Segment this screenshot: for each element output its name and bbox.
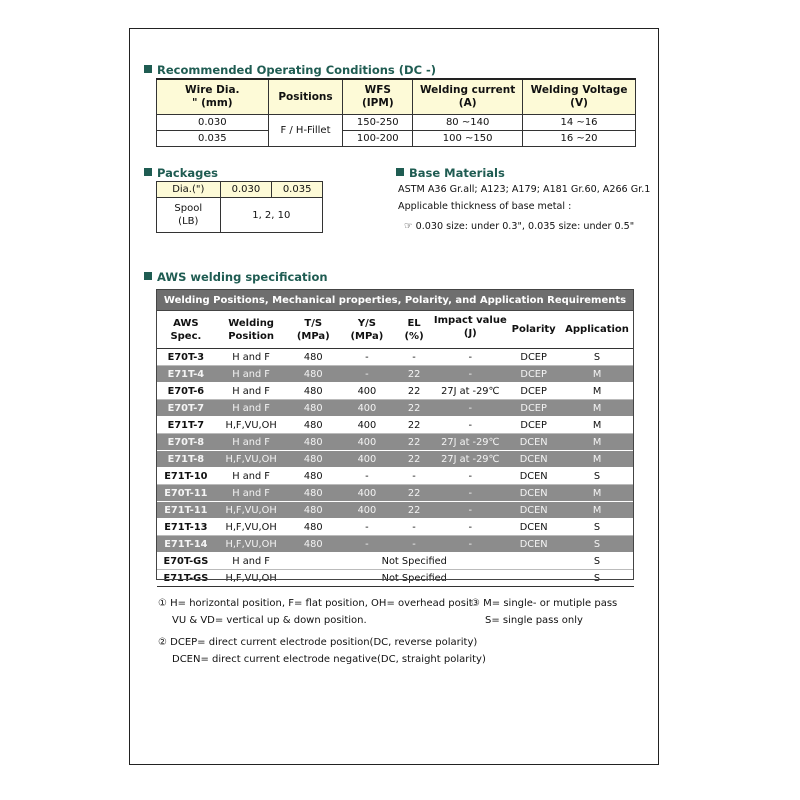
cell-impact: - bbox=[434, 417, 507, 434]
cell-ts: 480 bbox=[287, 400, 340, 417]
square-bullet-icon bbox=[144, 168, 152, 176]
cell-application: M bbox=[561, 366, 634, 383]
cell-voltage: 16 ~20 bbox=[523, 131, 636, 147]
cell-ts: 480 bbox=[287, 349, 340, 366]
cell-ys: - bbox=[340, 519, 395, 536]
cell-ts: 480 bbox=[287, 536, 340, 553]
cell-spec: E71T-14 bbox=[157, 536, 216, 553]
cell-ys: - bbox=[340, 468, 395, 485]
cell-application: M bbox=[561, 383, 634, 400]
cell-dia-label: Dia.(") bbox=[157, 182, 221, 198]
header-wire-dia: Wire Dia. " (mm) bbox=[157, 79, 269, 115]
cell-not-specified: Not Specified bbox=[340, 570, 507, 587]
cell-spec: E71T-7 bbox=[157, 417, 216, 434]
header-wfs: WFS (IPM) bbox=[343, 79, 413, 115]
cell-impact: 27J at -29℃ bbox=[434, 383, 507, 400]
header-impact: Impact value (J) bbox=[434, 311, 507, 349]
cell-impact: - bbox=[434, 485, 507, 502]
cell-impact: 27J at -29℃ bbox=[434, 451, 507, 468]
cell-el: 22 bbox=[394, 451, 434, 468]
cell-polarity: DCEN bbox=[507, 451, 561, 468]
square-bullet-icon bbox=[144, 272, 152, 280]
cell-dia-1: 0.030 bbox=[220, 182, 272, 198]
cell-position: H and F bbox=[215, 366, 287, 383]
cell-impact: - bbox=[434, 400, 507, 417]
cell-empty bbox=[287, 553, 340, 570]
cell-ts: 480 bbox=[287, 383, 340, 400]
note-3-single: S= single pass only bbox=[485, 615, 583, 626]
cell-ts: 480 bbox=[287, 468, 340, 485]
cell-application: S bbox=[561, 570, 634, 587]
cell-ys: 400 bbox=[340, 485, 395, 502]
table-row bbox=[157, 434, 634, 451]
cell-application: M bbox=[561, 434, 634, 451]
cell-impact: - bbox=[434, 502, 507, 519]
base-thickness-label: Applicable thickness of base metal : bbox=[398, 201, 572, 212]
cell-spec: E71T-8 bbox=[157, 451, 216, 468]
aws-spec-table bbox=[156, 289, 634, 587]
cell-application: M bbox=[561, 502, 634, 519]
square-bullet-icon bbox=[144, 65, 152, 73]
header-aws-spec: AWS Spec. bbox=[157, 311, 216, 349]
cell-empty bbox=[507, 553, 561, 570]
cell-polarity: DCEN bbox=[507, 485, 561, 502]
cell-ts: 480 bbox=[287, 485, 340, 502]
header-positions: Positions bbox=[268, 79, 343, 115]
table-row bbox=[157, 468, 634, 485]
cell-ts: 480 bbox=[287, 417, 340, 434]
cell-spec: E71T-13 bbox=[157, 519, 216, 536]
cell-polarity: DCEN bbox=[507, 502, 561, 519]
cell-empty bbox=[287, 570, 340, 587]
cell-spec: E70T-11 bbox=[157, 485, 216, 502]
cell-polarity: DCEP bbox=[507, 417, 561, 434]
cell-position: H and F bbox=[215, 400, 287, 417]
table-row bbox=[157, 366, 634, 383]
note-2-dcen: DCEN= direct current electrode negative(DC, straight polarity) bbox=[172, 654, 486, 665]
cell-application: M bbox=[561, 417, 634, 434]
header-polarity: Polarity bbox=[507, 311, 561, 349]
cell-polarity: DCEN bbox=[507, 468, 561, 485]
cell-el: 22 bbox=[394, 400, 434, 417]
cell-ys: - bbox=[340, 536, 395, 553]
table-row bbox=[157, 115, 636, 131]
header-application: Application bbox=[561, 311, 634, 349]
cell-application: S bbox=[561, 536, 634, 553]
cell-position: H and F bbox=[215, 383, 287, 400]
cell-ys: 400 bbox=[340, 451, 395, 468]
cell-current: 100 ~150 bbox=[413, 131, 523, 147]
cell-polarity: DCEN bbox=[507, 519, 561, 536]
cell-el: 22 bbox=[394, 383, 434, 400]
header-ts: T/S (MPa) bbox=[287, 311, 340, 349]
cell-position: H and F bbox=[215, 468, 287, 485]
cell-positions: F / H-Fillet bbox=[268, 115, 343, 147]
header-welding-voltage: Welding Voltage (V) bbox=[523, 79, 636, 115]
section-title-operating-conditions: Recommended Operating Conditions (DC -) bbox=[144, 63, 436, 77]
cell-el: 22 bbox=[394, 502, 434, 519]
note-1-positions: ① H= horizontal position, F= flat position, OH= overhead posit bbox=[158, 598, 473, 609]
cell-spool-label: Spool (LB) bbox=[157, 198, 221, 233]
table-row bbox=[157, 400, 634, 417]
cell-ys: - bbox=[340, 366, 395, 383]
cell-spec: E71T-GS bbox=[157, 570, 216, 587]
operating-conditions-table bbox=[156, 78, 636, 147]
cell-dia: 0.030 bbox=[157, 115, 269, 131]
cell-ys: 400 bbox=[340, 383, 395, 400]
header-welding-current: Welding current (A) bbox=[413, 79, 523, 115]
cell-impact: 27J at -29℃ bbox=[434, 434, 507, 451]
cell-ys: 400 bbox=[340, 417, 395, 434]
cell-impact: - bbox=[434, 536, 507, 553]
cell-spec: E70T-6 bbox=[157, 383, 216, 400]
cell-ys: 400 bbox=[340, 434, 395, 451]
table-row bbox=[157, 198, 323, 233]
cell-ys: - bbox=[340, 349, 395, 366]
note-3-application: ③ M= single- or mutiple pass bbox=[471, 598, 618, 609]
cell-el: 22 bbox=[394, 434, 434, 451]
table-band-title: Welding Positions, Mechanical properties, Polarity, and Application Requirements bbox=[157, 290, 634, 311]
square-bullet-icon bbox=[396, 168, 404, 176]
cell-polarity: DCEN bbox=[507, 434, 561, 451]
section-title-packages: Packages bbox=[144, 166, 218, 180]
cell-application: M bbox=[561, 485, 634, 502]
table-row bbox=[157, 553, 634, 570]
cell-polarity: DCEP bbox=[507, 366, 561, 383]
aws-table-body bbox=[157, 349, 634, 587]
cell-application: S bbox=[561, 468, 634, 485]
table-row bbox=[157, 131, 636, 147]
cell-el: 22 bbox=[394, 485, 434, 502]
cell-position: H,F,VU,OH bbox=[215, 502, 287, 519]
cell-position: H and F bbox=[215, 553, 287, 570]
note-2-dcep: ② DCEP= direct current electrode position(DC, reverse polarity) bbox=[158, 637, 478, 648]
cell-position: H and F bbox=[215, 485, 287, 502]
packages-table bbox=[156, 181, 323, 233]
cell-position: H,F,VU,OH bbox=[215, 536, 287, 553]
table-band-row bbox=[157, 290, 634, 311]
cell-ts: 480 bbox=[287, 519, 340, 536]
cell-not-specified: Not Specified bbox=[340, 553, 507, 570]
cell-application: S bbox=[561, 553, 634, 570]
cell-el: - bbox=[394, 468, 434, 485]
cell-polarity: DCEP bbox=[507, 349, 561, 366]
cell-polarity: DCEP bbox=[507, 383, 561, 400]
table-header-row bbox=[157, 311, 634, 349]
cell-application: M bbox=[561, 451, 634, 468]
cell-application: M bbox=[561, 400, 634, 417]
cell-ts: 480 bbox=[287, 434, 340, 451]
header-welding-position: Welding Position bbox=[215, 311, 287, 349]
cell-impact: - bbox=[434, 366, 507, 383]
cell-ys: 400 bbox=[340, 400, 395, 417]
cell-ts: 480 bbox=[287, 451, 340, 468]
cell-spec: E70T-7 bbox=[157, 400, 216, 417]
cell-ts: 480 bbox=[287, 366, 340, 383]
table-row bbox=[157, 570, 634, 587]
cell-application: S bbox=[561, 349, 634, 366]
cell-el: - bbox=[394, 349, 434, 366]
datasheet-page bbox=[129, 28, 659, 765]
cell-position: H,F,VU,OH bbox=[215, 451, 287, 468]
table-row bbox=[157, 383, 634, 400]
table-row bbox=[157, 182, 323, 198]
section-title-base-materials: Base Materials bbox=[396, 166, 505, 180]
table-row bbox=[157, 349, 634, 366]
cell-ys: 400 bbox=[340, 502, 395, 519]
table-row bbox=[157, 502, 634, 519]
cell-voltage: 14 ~16 bbox=[523, 115, 636, 131]
cell-position: H,F,VU,OH bbox=[215, 417, 287, 434]
cell-spec: E71T-4 bbox=[157, 366, 216, 383]
cell-impact: - bbox=[434, 349, 507, 366]
header-ys: Y/S (MPa) bbox=[340, 311, 395, 349]
cell-application: S bbox=[561, 519, 634, 536]
cell-position: H,F,VU,OH bbox=[215, 570, 287, 587]
cell-dia: 0.035 bbox=[157, 131, 269, 147]
table-row bbox=[157, 519, 634, 536]
table-row bbox=[157, 417, 634, 434]
cell-wfs: 100-200 bbox=[343, 131, 413, 147]
cell-wfs: 150-250 bbox=[343, 115, 413, 131]
base-thickness-values: ☞ 0.030 size: under 0.3", 0.035 size: under 0.5" bbox=[404, 221, 635, 232]
table-row bbox=[157, 485, 634, 502]
cell-position: H and F bbox=[215, 434, 287, 451]
cell-polarity: DCEN bbox=[507, 536, 561, 553]
table-row bbox=[157, 451, 634, 468]
cell-ts: 480 bbox=[287, 502, 340, 519]
cell-spec: E70T-8 bbox=[157, 434, 216, 451]
cell-impact: - bbox=[434, 468, 507, 485]
cell-el: - bbox=[394, 519, 434, 536]
cell-dia-2: 0.035 bbox=[272, 182, 323, 198]
table-row bbox=[157, 536, 634, 553]
cell-position: H and F bbox=[215, 349, 287, 366]
cell-current: 80 ~140 bbox=[413, 115, 523, 131]
cell-el: 22 bbox=[394, 366, 434, 383]
cell-impact: - bbox=[434, 519, 507, 536]
cell-spec: E70T-3 bbox=[157, 349, 216, 366]
cell-polarity: DCEP bbox=[507, 400, 561, 417]
cell-spool-values: 1, 2, 10 bbox=[220, 198, 322, 233]
note-1-vertical: VU & VD= vertical up & down position. bbox=[172, 615, 367, 626]
cell-spec: E71T-10 bbox=[157, 468, 216, 485]
header-el: EL (%) bbox=[394, 311, 434, 349]
table-header-row bbox=[157, 79, 636, 115]
cell-el: - bbox=[394, 536, 434, 553]
cell-spec: E71T-11 bbox=[157, 502, 216, 519]
base-materials-line: ASTM A36 Gr.all; A123; A179; A181 Gr.60, A266 Gr.1 bbox=[398, 184, 651, 195]
cell-position: H,F,VU,OH bbox=[215, 519, 287, 536]
cell-empty bbox=[507, 570, 561, 587]
cell-spec: E70T-GS bbox=[157, 553, 216, 570]
cell-el: 22 bbox=[394, 417, 434, 434]
section-title-aws: AWS welding specification bbox=[144, 270, 328, 284]
